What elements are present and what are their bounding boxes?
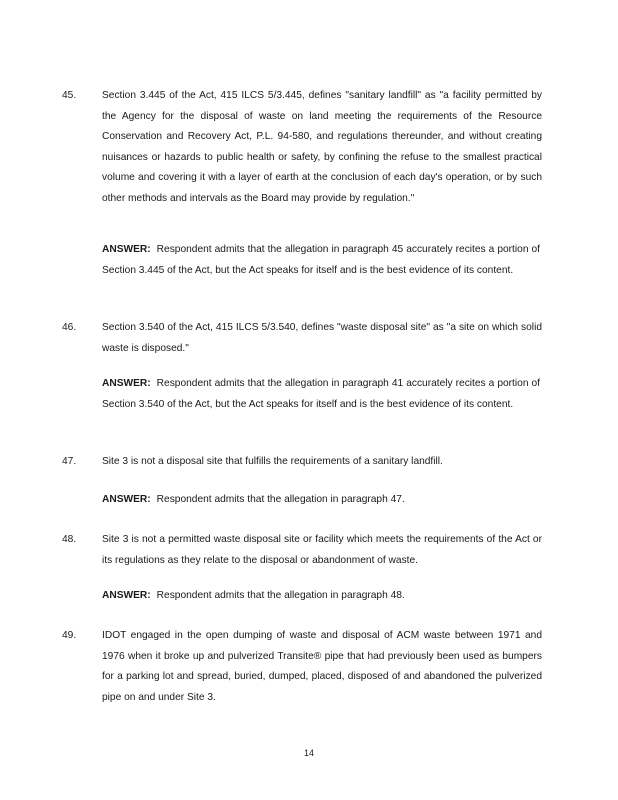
- paragraph-46: [62, 318, 542, 359]
- paragraph-number: 45.: [62, 90, 77, 101]
- answer-48: [102, 586, 540, 607]
- answer-label: ANSWER:: [102, 244, 151, 255]
- paragraph-text: Section 3.445 of the Act, 415 ILCS 5/3.445, defines "sanitary landfill" as "a facility permitted by the Agency for the disposal of waste on land meeting the requirements of the Resource Conservation and Recovery Act, P.L. 94-580, and regulations thereunder, and without creating nuisances or hazards to public health or safety, by confining the refuse to the smallest practical volume and covering it with a layer of earth at the conclusion of each day's operation, or by such other methods and intervals as the Board may provide by regulation.": [102, 90, 542, 204]
- paragraph-text: Site 3 is not a permitted waste disposal site or facility which meets the requirements of the Act or its regulations as they relate to the disposal or abandonment of waste.: [102, 534, 542, 566]
- answer-text: Respondent admits that the allegation in paragraph 45 accurately recites a portion of Section 3.445 of the Act, but the Act speaks for itself and is the best evidence of its content.: [102, 244, 540, 276]
- paragraph-48: [62, 530, 542, 571]
- answer-label: ANSWER:: [102, 378, 151, 389]
- answer-label: ANSWER:: [102, 590, 151, 601]
- paragraph-47: [62, 452, 542, 473]
- answer-text: Respondent admits that the allegation in paragraph 41 accurately recites a portion of Section 3.540 of the Act, but the Act speaks for itself and is the best evidence of its content.: [102, 378, 540, 410]
- paragraph-text: Site 3 is not a disposal site that fulfills the requirements of a sanitary landfill.: [102, 456, 443, 467]
- paragraph-number: 46.: [62, 322, 77, 333]
- answer-label: ANSWER:: [102, 494, 151, 505]
- answer-text: Respondent admits that the allegation in paragraph 47.: [156, 494, 405, 505]
- paragraph-number: 47.: [62, 456, 77, 467]
- answer-45: [102, 240, 540, 281]
- page-number: 14: [303, 748, 314, 758]
- paragraph-45: [62, 86, 542, 210]
- answer-47: [102, 490, 540, 511]
- paragraph-49: [62, 626, 542, 708]
- answer-text: Respondent admits that the allegation in paragraph 48.: [156, 590, 405, 601]
- paragraph-text: Section 3.540 of the Act, 415 ILCS 5/3.540, defines "waste disposal site" as "a site on which solid waste is disposed.": [102, 322, 542, 354]
- paragraph-text: IDOT engaged in the open dumping of waste and disposal of ACM waste between 1971 and 1976 when it broke up and pulverized Transite® pipe that had previously been used as bumpers for a parking lot and spread, buried, dumped, placed, disposed of and abandoned the pulverized pipe on and under Site 3.: [102, 630, 542, 703]
- paragraph-number: 49.: [62, 630, 77, 641]
- paragraph-number: 48.: [62, 534, 77, 545]
- answer-46: [102, 374, 540, 415]
